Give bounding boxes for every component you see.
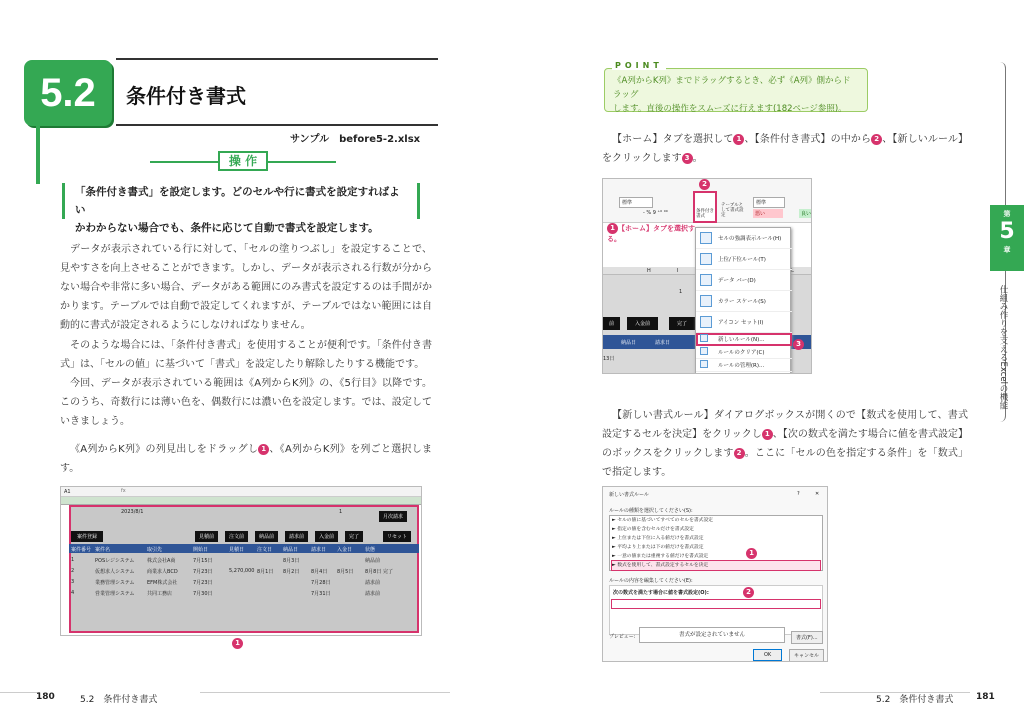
right-footer-title: 5.2 条件付き書式 bbox=[876, 695, 954, 705]
fx-icon: fx bbox=[121, 488, 126, 494]
edit-label: ルールの内容を編集してください(E): bbox=[609, 578, 693, 584]
step-1-b: 、【条件付き書式】の中から bbox=[744, 134, 872, 145]
step-2-a: 【新しい書式ルール】ダイアログボックスが開くので【数式を使用して、書式設定するセルを決定】をクリックし bbox=[602, 410, 968, 440]
grid-btn-2[interactable]: 入金前 bbox=[627, 317, 658, 330]
menu-item-icon bbox=[700, 274, 712, 286]
grid-hdr-2: 請求日 bbox=[655, 340, 671, 346]
left-page-number: 180 bbox=[36, 692, 55, 702]
operation-note bbox=[62, 183, 420, 234]
step-1-marker-3: 3 bbox=[682, 153, 693, 164]
operation-note-line-2: かわからない場合でも、条件に応じて自動で書式を設定します。 bbox=[75, 222, 379, 234]
step-2-text bbox=[602, 406, 968, 482]
menu-item-icon bbox=[700, 295, 712, 307]
sheet-cell: 8月2日 bbox=[283, 569, 300, 575]
sheet-cell: 7月30日 bbox=[193, 591, 213, 597]
formula-input[interactable] bbox=[611, 599, 821, 609]
sheet-btn-6[interactable]: 完了 bbox=[345, 531, 363, 542]
col-i: I bbox=[677, 268, 679, 274]
sheet-i1: 1 bbox=[339, 509, 343, 515]
section-title: 条件付き書式 bbox=[126, 84, 246, 108]
step-2-b: 、【次の数式を満たす場合に値を書式設定】のボックスをクリックします bbox=[602, 429, 968, 459]
ok-button[interactable]: OK bbox=[753, 649, 782, 661]
left-footer-title: 5.2 条件付き書式 bbox=[80, 695, 158, 705]
sheet-cell: 7月31日 bbox=[311, 591, 331, 597]
sheet-cell: 8月5日 bbox=[337, 569, 354, 575]
step-1-e: 。 bbox=[692, 153, 703, 164]
preview-box: 書式が設定されていません bbox=[639, 627, 785, 643]
menu-item[interactable] bbox=[696, 359, 792, 372]
ribbon-marker-2: 2 bbox=[699, 179, 710, 190]
sheet-cell: EFM株式会社 bbox=[147, 580, 178, 586]
step-2-marker-2: 2 bbox=[734, 448, 745, 459]
operation-rule-right bbox=[268, 161, 336, 163]
paragraph-3: 今回、データが表示されている範囲は《A列からK列》の、《5行目》以降です。このうち、奇数行には薄い色を、偶数行には濃い色を設定します。では、設定していきましょう。 bbox=[60, 378, 432, 427]
preview-label: プレビュー: bbox=[609, 634, 636, 640]
new-rule-dialog bbox=[602, 486, 828, 662]
monthly-button[interactable]: 月次請求 bbox=[379, 511, 407, 522]
chapter-label-bottom: 章 bbox=[1003, 246, 1011, 254]
sheet-cell: 7月28日 bbox=[311, 580, 331, 586]
ribbon-screenshot bbox=[602, 178, 812, 374]
style-normal[interactable]: 標準 bbox=[753, 197, 785, 208]
chapter-label-top: 第 bbox=[1003, 210, 1011, 218]
sheet-cell: 請求前 bbox=[365, 591, 381, 597]
rule-type-item[interactable]: ► 指定の値を含むセルだけを書式設定 bbox=[612, 527, 694, 532]
formula-bar bbox=[61, 487, 422, 497]
sheet-cell: 7月23日 bbox=[193, 580, 213, 586]
chapter-title: 仕組み作りを支えるExcelの機能 bbox=[998, 285, 1008, 410]
step-1-text bbox=[602, 130, 968, 168]
sheet-cell: 8月8日 完了 bbox=[365, 569, 393, 575]
rule-type-item[interactable]: ► 数式を使用して、書式設定するセルを決定 bbox=[612, 561, 820, 570]
sheet-cell: 8月3日 bbox=[283, 558, 300, 564]
sheet-cell: 7月23日 bbox=[193, 569, 213, 575]
sheet-header: 請求日 bbox=[311, 547, 327, 553]
title-rule-top bbox=[116, 58, 438, 60]
dialog-title: 新しい書式ルール bbox=[609, 492, 649, 498]
sheet-btn-3[interactable]: 納品前 bbox=[255, 531, 278, 542]
rule-type-item[interactable]: ► セルの値に基づいてすべてのセルを書式設定 bbox=[612, 518, 714, 523]
menu-item-icon bbox=[700, 347, 708, 355]
style-good[interactable]: 良い bbox=[801, 211, 812, 217]
percent-buttons[interactable]: - % 9 ⁺⁰ ⁰⁰ bbox=[643, 210, 668, 216]
operation-rule-left bbox=[150, 161, 218, 163]
dialog-marker-1: 1 bbox=[746, 548, 757, 559]
step-1-d: クリックします bbox=[612, 153, 682, 164]
table-format-button[interactable]: テーブルとして書式設定 bbox=[721, 203, 744, 218]
column-headers[interactable] bbox=[61, 497, 422, 505]
sheet-cell: 1 bbox=[71, 557, 75, 563]
sheet-cell: 7月15日 bbox=[193, 558, 213, 564]
sheet-date: 2023/8/1 bbox=[121, 509, 144, 515]
excel-sheet-screenshot bbox=[60, 486, 422, 636]
grid-btn-3[interactable]: 完了 bbox=[669, 317, 695, 330]
formula-label: 次の数式を満たす場合に値を書式設定(O): bbox=[613, 590, 709, 596]
badge-stem bbox=[36, 126, 40, 184]
step-1-marker-2: 2 bbox=[871, 134, 882, 145]
sheet-header: 状態 bbox=[365, 547, 376, 553]
footer-rule-left-2 bbox=[200, 692, 450, 693]
grid-btn-1[interactable]: 前 bbox=[603, 317, 620, 330]
menu-item-label: カラー スケール(S) bbox=[718, 299, 766, 305]
sheet-cell: 請求前 bbox=[365, 580, 381, 586]
menu-item-icon bbox=[700, 360, 708, 368]
sheet-header: 注文日 bbox=[257, 547, 273, 553]
sheet-cell: 共同工務店 bbox=[147, 591, 173, 597]
sheet-cell: 5,270,000 bbox=[229, 568, 255, 574]
sample-file: サンプル before5-2.xlsx bbox=[290, 134, 421, 145]
cancel-button[interactable]: キャンセル bbox=[789, 649, 824, 662]
menu-marker-3: 3 bbox=[793, 339, 804, 350]
cell-value: 1 bbox=[679, 289, 683, 295]
sheet-cell: 株式会社A商 bbox=[147, 558, 176, 564]
sheet-cell: 納品前 bbox=[365, 558, 381, 564]
sheet-cell: 4 bbox=[71, 590, 75, 596]
grid-date: 13日 bbox=[603, 356, 615, 362]
step-text-b: 、《A列からK列》を列ごと選択します。 bbox=[60, 444, 432, 474]
step-instruction bbox=[60, 440, 432, 478]
menu-item-icon bbox=[700, 334, 708, 342]
sheet-btn-5[interactable]: 入金前 bbox=[315, 531, 338, 542]
chapter-tab bbox=[990, 205, 1024, 271]
sheet-cell: 8月1日 bbox=[257, 569, 274, 575]
menu-item[interactable] bbox=[696, 270, 792, 291]
step-text-a: 《A列からK列》の列見出しをドラッグし bbox=[70, 444, 259, 455]
sheet-header: 見積日 bbox=[229, 547, 245, 553]
menu-item-label: セルの強調表示ルール(H) bbox=[718, 236, 782, 242]
sheet-btn-7[interactable]: リセット bbox=[383, 531, 411, 542]
sheet-btn-1[interactable]: 見積前 bbox=[195, 531, 218, 542]
sheet-cell: 2 bbox=[71, 568, 75, 574]
menu-item[interactable] bbox=[696, 333, 792, 346]
dialog-marker-2: 2 bbox=[743, 587, 754, 598]
step-1-marker-1: 1 bbox=[733, 134, 744, 145]
rule-type-list bbox=[609, 515, 823, 571]
sheet-btn-2[interactable]: 注文前 bbox=[225, 531, 248, 542]
ribbon-note-text: 【ホーム】タブを選択する。 bbox=[607, 224, 695, 243]
rule-type-item[interactable]: ► 平均より上または下の値だけを書式設定 bbox=[612, 545, 704, 550]
format-button[interactable]: 書式(F)... bbox=[791, 631, 823, 644]
grid-hdr-1: 納品日 bbox=[621, 340, 637, 346]
menu-item[interactable] bbox=[696, 228, 792, 249]
col-l: L bbox=[791, 268, 794, 274]
menu-item-label: データ バー(D) bbox=[718, 278, 756, 284]
point-line-2: します。直後の操作をスムーズに行えます(182ページ参照)。 bbox=[613, 104, 847, 114]
sheet-marker-1: 1 bbox=[232, 638, 243, 649]
register-button[interactable]: 案件登録 bbox=[71, 531, 103, 542]
point-line-1: 《A列からK列》までドラッグするとき、必ず《A列》側からドラッグ bbox=[613, 76, 851, 100]
menu-item[interactable] bbox=[696, 249, 792, 270]
rule-type-label: ルールの種類を選択してください(S): bbox=[609, 508, 693, 514]
conditional-format-button[interactable] bbox=[693, 191, 717, 223]
step-1-c: 、【新しいルール】を bbox=[602, 134, 969, 164]
menu-item-label: アイコン セット(I) bbox=[718, 320, 764, 326]
title-rule-bottom bbox=[116, 124, 438, 126]
sheet-cell: 8月4日 bbox=[311, 569, 328, 575]
menu-item[interactable] bbox=[696, 346, 792, 359]
step-2-marker-1: 1 bbox=[762, 429, 773, 440]
footer-rule-left bbox=[0, 692, 40, 693]
sheet-header: 開始日 bbox=[193, 547, 209, 553]
menu-item[interactable] bbox=[696, 312, 792, 333]
rule-type-item[interactable]: ► 一意の値または重複する値だけを書式設定 bbox=[612, 554, 709, 559]
sheet-cell: 商業求人BCD bbox=[147, 569, 178, 575]
ribbon-note: 1 【ホーム】タブを選択する。 bbox=[607, 224, 695, 243]
menu-item[interactable] bbox=[696, 291, 792, 312]
number-format-select[interactable]: 標準 bbox=[619, 197, 653, 208]
sheet-header: 取引先 bbox=[147, 547, 163, 553]
step-marker-1: 1 bbox=[258, 444, 269, 455]
sheet-header: 案件番号 bbox=[71, 547, 92, 553]
right-page-number: 181 bbox=[976, 692, 995, 702]
rule-type-item[interactable]: ► 上位または下位に入る値だけを書式設定 bbox=[612, 536, 704, 541]
sheet-header: 入金日 bbox=[337, 547, 353, 553]
sheet-header: 納品日 bbox=[283, 547, 299, 553]
step-2-c: 。ここに「セルの色を指定する条件」を「数式」で指定します。 bbox=[602, 448, 969, 478]
operation-note-line-1: 「条件付き書式」を設定します。どのセルや行に書式を設定すればよい bbox=[75, 186, 400, 216]
point-box bbox=[604, 68, 868, 112]
paragraph-2: そのような場合には、「条件付き書式」を使用することが便利です。「条件付き書式」は、「セルの値」に基づいて「書式」を設定したり解除したりする機能です。 bbox=[60, 340, 432, 370]
sheet-cell: 営業管理システム bbox=[95, 591, 135, 597]
step-1-a: 【ホーム】タブを選択して bbox=[612, 134, 734, 145]
namebox[interactable]: A1 bbox=[64, 489, 71, 495]
operation-label: 操 作 bbox=[218, 151, 268, 171]
section-number-badge: 5.2 bbox=[24, 60, 112, 126]
menu-item-label: ルールの管理(R)... bbox=[718, 363, 765, 369]
paragraph-1: データが表示されている行に対して、「セルの塗りつぶし」を設定することで、見やすさを向上させることができます。しかし、データが表示される行数が分からない場合や非常に多い場合、データがある範囲にのみ書式を設定するのは手間がかかります。テーブルでは自動で設定してくれますが、テーブルではない範囲には自動的に書式が設定されるようにしなければなりません。 bbox=[60, 244, 432, 331]
dialog-help[interactable]: ? bbox=[797, 491, 800, 497]
point-label: POINT bbox=[612, 61, 666, 70]
chapter-number: 5 bbox=[999, 219, 1015, 244]
sheet-cell: 3 bbox=[71, 579, 75, 585]
sheet-cell: POSレジシステム bbox=[95, 558, 135, 564]
sheet-cell: 仮想求人システム bbox=[95, 569, 135, 575]
menu-item-icon bbox=[700, 232, 712, 244]
sheet-header: 案件名 bbox=[95, 547, 111, 553]
conditional-format-menu bbox=[695, 227, 791, 374]
menu-item-icon bbox=[700, 253, 712, 265]
dialog-close[interactable]: ✕ bbox=[815, 491, 820, 497]
sheet-cell: 業務管理システム bbox=[95, 580, 135, 586]
sheet-btn-4[interactable]: 請求前 bbox=[285, 531, 308, 542]
style-bad[interactable]: 悪い bbox=[753, 209, 783, 218]
menu-item-label: ルールのクリア(C) bbox=[718, 350, 765, 356]
cond-btn-label: 条件付き書式 bbox=[696, 209, 714, 219]
col-h: H bbox=[647, 268, 651, 274]
menu-item-label: 新しいルール(N)... bbox=[718, 337, 765, 343]
menu-item-label: 上位/下位ルール(T) bbox=[718, 257, 766, 263]
menu-item-icon bbox=[700, 316, 712, 328]
